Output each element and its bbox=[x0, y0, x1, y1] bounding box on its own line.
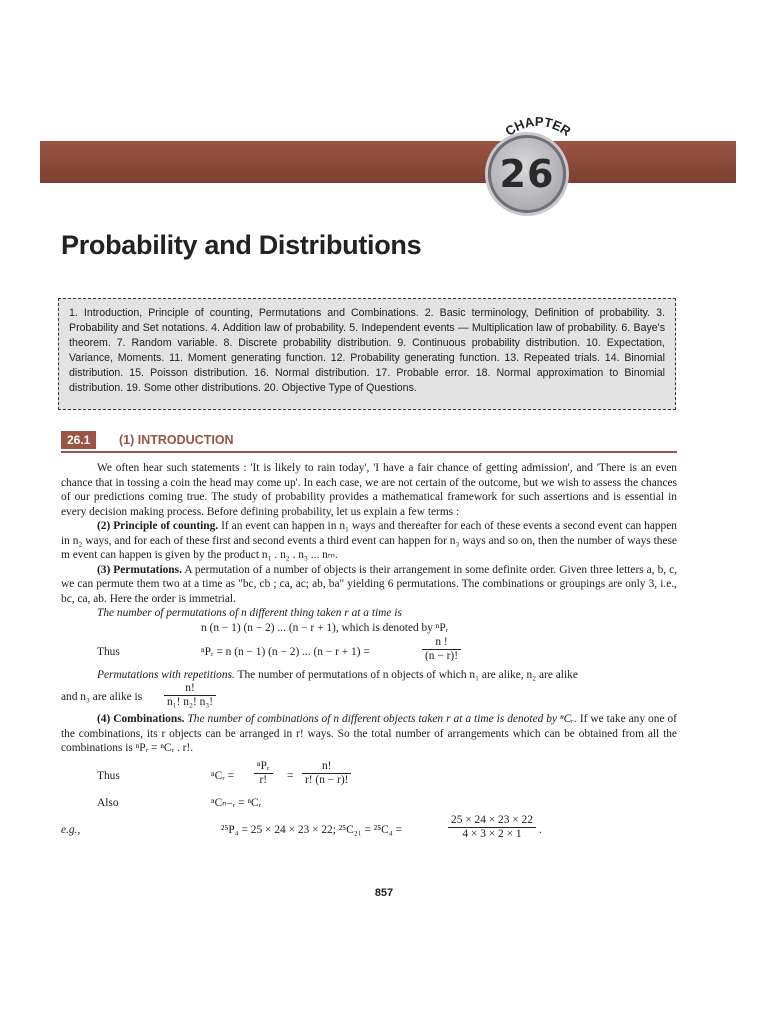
combinations-paragraph: (4) Combinations. The number of combinations of n different objects taken r at a time is denoted by ⁿCᵣ. If we take any one of the combinations, its r objects can be arranged in r! ways. So the total number of arrangements which can be obtained from all the combinations is ⁿPᵣ = ⁿCᵣ . r!. bbox=[61, 713, 677, 754]
example-fraction: $\frac{25 \times 24 \times 23 \times 22}{4 \times 3 \times 2 \times 1}$ bbox=[448, 814, 536, 841]
combinations-example: e.g., ²⁵P₄ = 25 × 24 × 23 × 22; ²⁵C₂₁ = ²⁵C₄ = $\frac{25 \times 24 \times 23 \times 22}{4 \times 3 \times 2 \times 1}$ . bbox=[61, 813, 542, 840]
counting-heading: (2) Principle of counting. bbox=[97, 520, 219, 532]
permutations-product-line: n (n − 1) (n − 2) ... (n − r + 1), which is denoted by ⁿPᵣ bbox=[201, 621, 449, 634]
combinations-heading: (4) Combinations. bbox=[97, 713, 185, 725]
svg-text:CHAPTER bbox=[503, 114, 574, 139]
counting-text: If an event can happen in n₁ ways and thereafter for each of these events a second event can happen in n₂ ways, and for each of these first and second events a third event can happen for n₃ ways and so on, then the number of ways these m event can happen is given by the product n₁ . n₂ . n₃ ... nₘ. bbox=[61, 520, 677, 561]
repetitions-fraction: $\frac{n!}{\text{n₁! n₂! n₃!}}$ bbox=[164, 682, 216, 709]
permutations-paragraph bbox=[61, 563, 677, 607]
chapter-contents-box: 1. Introduction, Principle of counting, Permutations and Combinations. 2. Basic terminology, Definition of probability. 3. Probability and Set notations. 4. Addition law of probability. 5. Independent events — Multiplication law of probability. 6. Baye's theorem. 7. Random variable. 8. Discrete probability distribution. 9. Continuous probability distribution. 10. Expectation, Variance, Moments. 11. Moment generating function. 12. Probability generating function. 13. Repeated trials. 14. Binomial distribution. 15. Poisson distribution. 16. Normal distribution. 17. Probable error. 18. Normal approximation to Binomial distribution. 19. Some other distributions. 20. Objective Type of Questions. bbox=[58, 298, 676, 410]
repetitions-formula: and n₃ are alike is $\frac{n!}{\text{n₁! n₂! n₃!}}$ bbox=[61, 682, 677, 712]
combinations-formula: Thus ⁿCᵣ = ⁿPᵣ r! = $\frac{n!}{r! (n - r)!}$ bbox=[61, 760, 677, 794]
combinations-also: Also ⁿCₙ₋ᵣ = ⁿCᵣ bbox=[97, 796, 262, 809]
page-title: Probability and Distributions bbox=[61, 230, 422, 260]
body-text bbox=[61, 461, 677, 846]
chapter-number: 26 bbox=[499, 152, 555, 196]
repetitions-line: Permutations with repetitions. The number of permutations of n objects of which n₁ are alike, n₂ are alike bbox=[97, 668, 578, 681]
intro-paragraph: We often hear such statements : 'It is likely to rain today', 'I have a fair chance of getting admission', and 'There is an even chance that in tossing a coin the head may come up'. In each case, we are not certain of the outcome, but we wish to assess the chances of our predictions coming true. The study of probability provides a mathematical framework for such assertions and is essential in every decision making process. Before defining probability, let us explain a few terms : bbox=[61, 462, 677, 518]
section-number: 26.1 bbox=[61, 431, 96, 449]
section-heading bbox=[61, 431, 677, 453]
chapter-word: CHAPTER bbox=[502, 113, 574, 139]
combinations-fraction-1: ⁿPᵣ r! bbox=[254, 760, 273, 787]
chapter-number-badge bbox=[488, 135, 566, 213]
section-title: (1) INTRODUCTION bbox=[119, 433, 234, 447]
permutations-fraction: $\frac{n !}{(n - r)!}$ bbox=[422, 636, 461, 663]
permutations-formula: Thus ⁿPᵣ = n (n − 1) (n − 2) ... (n − r + 1) = $\frac{n !}{(n - r)!}$ bbox=[61, 636, 677, 668]
combinations-fraction-2: $\frac{n!}{r! (n - r)!}$ bbox=[302, 760, 351, 787]
counting-paragraph bbox=[61, 519, 677, 563]
permutations-text: A permutation of a number of objects is their arrangement in some definite order. Given three letters a, b, c, we can permute them two at a time as "bc, cb ; ca, ac; ab, ba" yielding 6 permutations. The combinations or groupings are only 3, i.e., bc, ca, ab. Here the order is immetrial. bbox=[61, 563, 678, 605]
permutations-italic-line: The number of permutations of n different thing taken r at a time is bbox=[97, 607, 402, 619]
permutations-heading: (3) Permutations. bbox=[97, 563, 182, 576]
page-number: 857 bbox=[374, 887, 394, 899]
chapter-banner bbox=[40, 141, 736, 183]
